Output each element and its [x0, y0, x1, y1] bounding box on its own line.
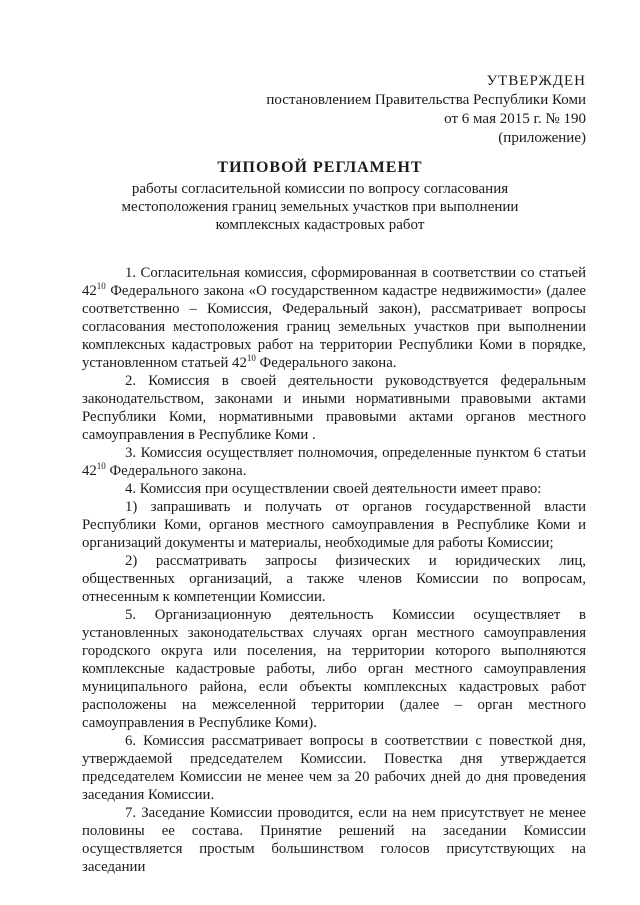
approval-appendix: (приложение)	[498, 130, 586, 146]
document-title: ТИПОВОЙ РЕГЛАМЕНТ	[217, 159, 423, 176]
document-body	[82, 264, 586, 876]
paragraph: 5. Организационную деятельность Комиссии осуществляет в установленных законодательствах случаях орган местного самоуправления городского округа или поселения, на территории которого выполняются комплексные кадастровые работы, либо орган местного самоуправления муниципального района, если объекты комплексных кадастровых работ расположены на межселенной территории (далее – орган местного самоуправления в Республике Коми).	[82, 607, 586, 731]
document-subtitle-line: работы согласительной комиссии по вопросу согласования	[131, 181, 509, 197]
paragraph-text: 1. Согласительная комиссия, сформированная в соответствии со статьей 42	[82, 265, 586, 299]
footnote-mark: 10	[96, 281, 106, 292]
footnote-mark: 10	[246, 353, 256, 364]
approval-block	[266, 72, 586, 148]
approval-status: УТВЕРЖДЕН	[486, 73, 586, 89]
document-subtitle-line: комплексных кадастровых работ	[215, 217, 425, 233]
title-block	[0, 158, 640, 234]
paragraph: 6. Комиссия рассматривает вопросы в соответствии с повесткой дня, утверждаемой председателем Комиссии. Повестка дня утверждается председателем Комиссии не менее чем за 20 рабочих дней до дня проведения заседания Комиссии.	[82, 733, 586, 803]
paragraph	[82, 264, 586, 372]
paragraph: 2. Комиссия в своей деятельности руководствуется федеральным законодательством, законами и иными нормативными правовыми актами Республики Коми, нормативными правовыми актами органов местного самоуправления в Республике Коми .	[82, 373, 586, 443]
footnote-mark: 10	[96, 461, 106, 472]
paragraph: 7. Заседание Комиссии проводится, если на нем присутствует не менее половины ее состава. Принятие решений на заседании Комиссии осуществляется простым большинством голосов присутствующих на заседании	[82, 805, 586, 875]
paragraph: 4. Комиссия при осуществлении своей деятельности имеет право:	[125, 481, 542, 497]
paragraph	[82, 444, 586, 480]
approval-decree: постановлением Правительства Республики Коми	[266, 92, 586, 108]
document-subtitle-line: местоположения границ земельных участков при выполнении	[121, 199, 519, 215]
paragraph-text: Федерального закона «О государственном кадастре недвижимости» (далее соответственно – Комиссия, Федеральный закон), рассматривает вопросы согласования местоположения границ земельных участков при выполнении комплексных кадастровых работ на территории Республики Коми в порядке, установленном статьей 42	[82, 283, 586, 371]
paragraph-text: Федерального закона.	[105, 463, 247, 479]
paragraph-text: 3. Комиссия осуществляет полномочия, определенные пунктом 6 статьи 42	[82, 445, 586, 479]
paragraph: 1) запрашивать и получать от органов государственной власти Республики Коми, органов местного самоуправления в Республике Коми и организаций документы и материалы, необходимые для работы Комиссии;	[82, 499, 586, 551]
paragraph-text: Федерального закона.	[255, 355, 397, 371]
approval-date: от 6 мая 2015 г. № 190	[444, 111, 586, 127]
paragraph: 2) рассматривать запросы физических и юридических лиц, общественных организаций, а также членов Комиссии по вопросам, отнесенным к компетенции Комиссии.	[82, 553, 586, 605]
